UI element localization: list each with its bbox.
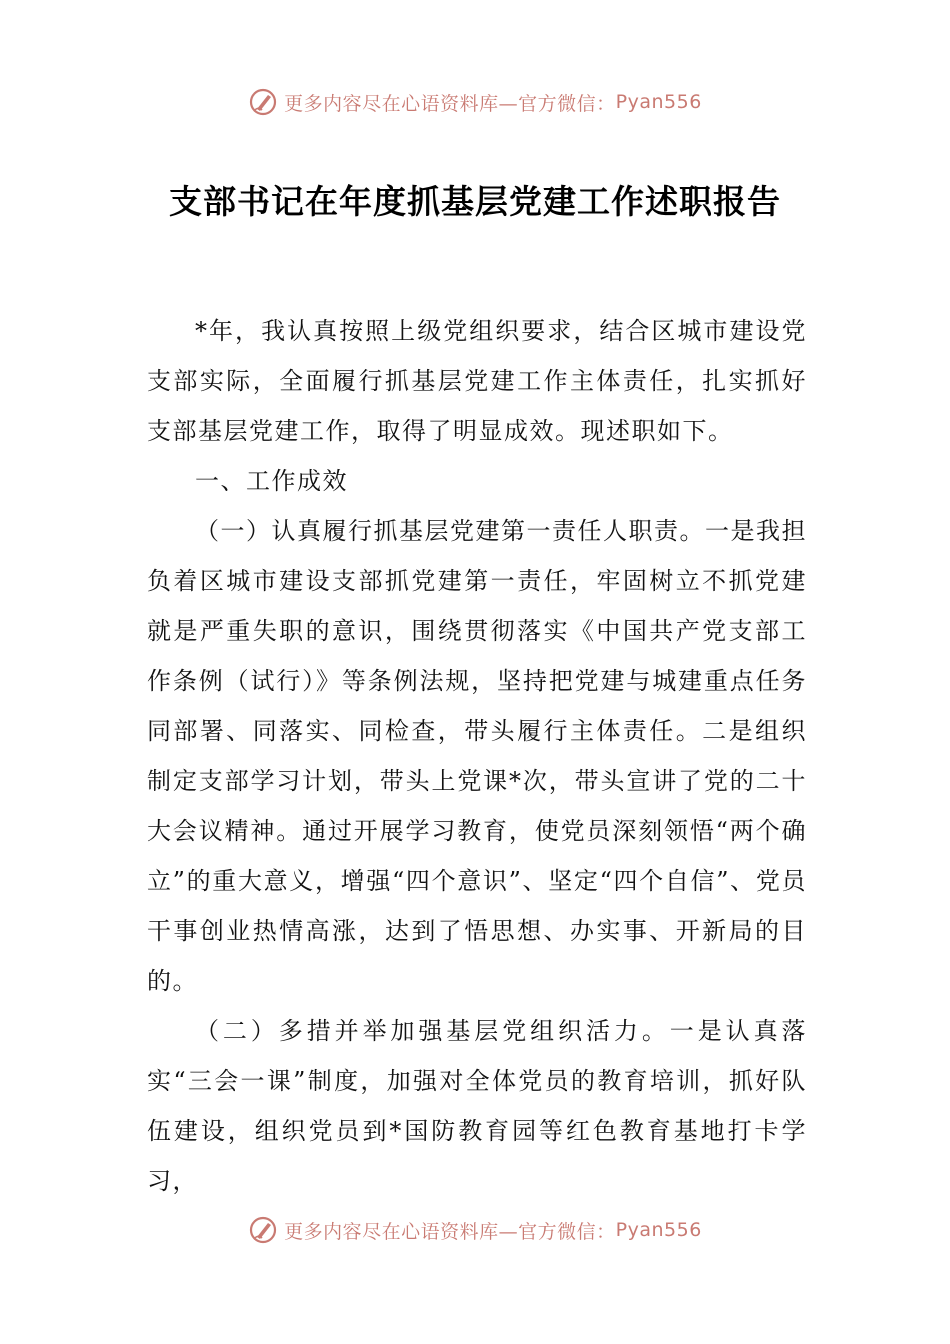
subsection-paragraph: （二）多措并举加强基层党组织活力。一是认真落实“三会一课”制度，加强对全体党员的教育培训，抓好队伍建设，组织党员到*国防教育园等红色教育基地打卡学习，	[147, 1017, 807, 1195]
subsection-paragraph: （一）认真履行抓基层党建第一责任人职责。一是我担负着区城市建设支部抓党建第一责任，牢固树立不抓党建就是严重失职的意识，围绕贯彻落实《中国共产党支部工作条例（试行）》等条例法规，坚持把党建与城建重点任务同部署、同落实、同检查，带头履行主体责任。二是组织制定支部学习计划，带头上党课*次，带头宣讲了党的二十大会议精神。通过开展学习教育，使党员深刻领悟“两个确立”的重大意义，增强“四个意识”、坚定“四个自信”、党员干事创业热情高涨，达到了悟思想、办实事、开新局的目的。	[147, 517, 807, 995]
watermark-text: 更多内容尽在心语资料库—官方微信：	[284, 1220, 616, 1243]
watermark-footer	[0, 1212, 950, 1248]
watermark-contact: Pyan556	[615, 1219, 702, 1241]
document-title: 支部书记在年度抓基层党建工作述职报告	[169, 182, 781, 221]
intro-paragraph: *年，我认真按照上级党组织要求，结合区城市建设党支部实际，全面履行抓基层党建工作主体责任，扎实抓好支部基层党建工作，取得了明显成效。现述职如下。	[147, 317, 807, 445]
watermark-header	[0, 84, 950, 120]
section-heading: 一、工作成效	[195, 467, 348, 495]
watermark-text: 更多内容尽在心语资料库—官方微信：	[284, 92, 616, 115]
pen-logo-icon	[248, 1215, 278, 1245]
watermark-contact: Pyan556	[615, 91, 702, 113]
document-body	[147, 306, 807, 1206]
pen-logo-icon	[248, 87, 278, 117]
